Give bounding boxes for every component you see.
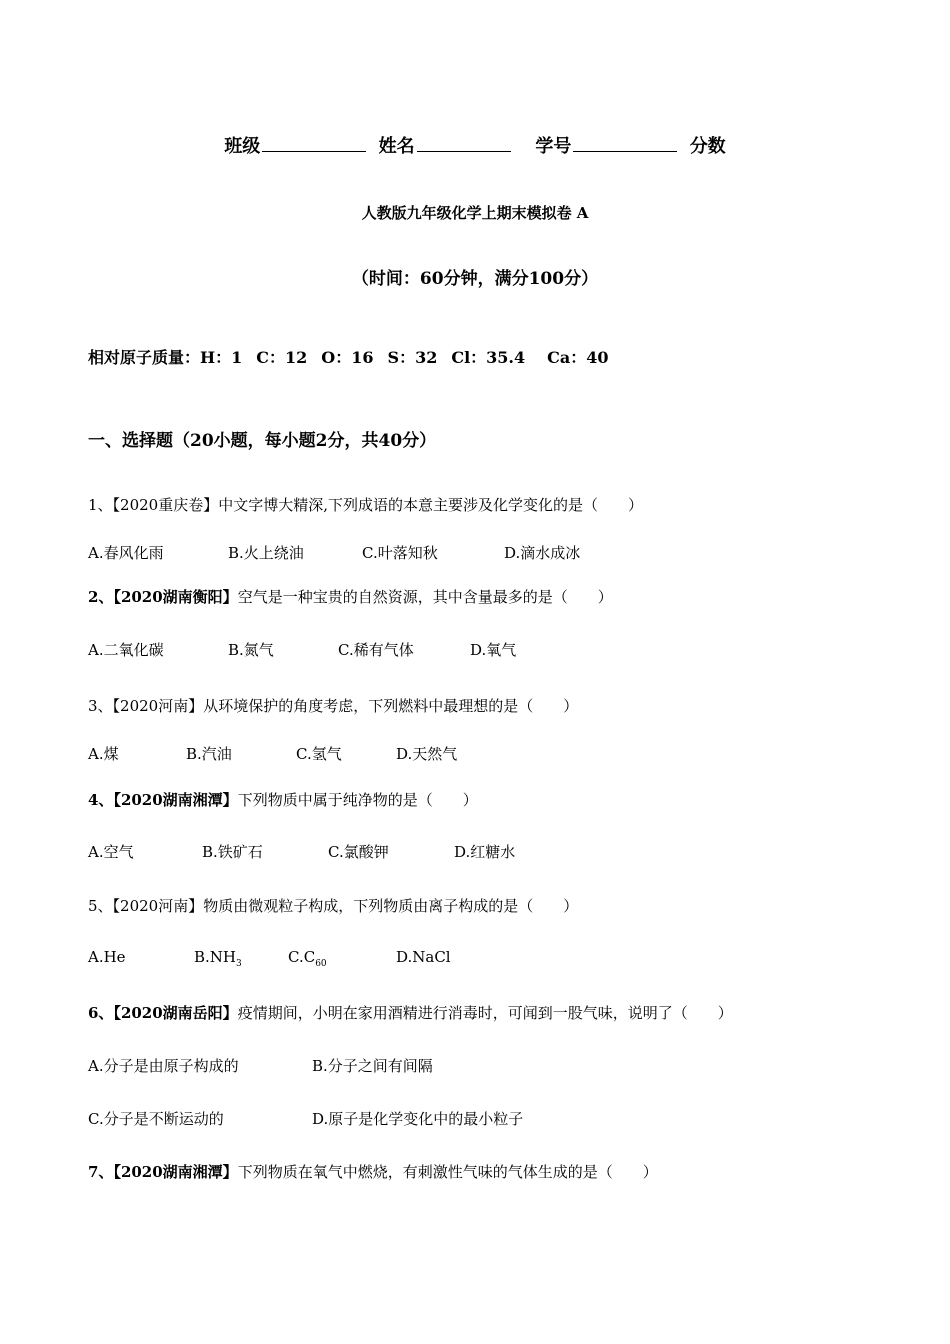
question-source: 【2020湖南岳阳】: [113, 1004, 238, 1022]
student-info-line: [0, 132, 950, 158]
atomic-mass-c: C：12: [256, 348, 308, 367]
question-text: 物质由微观粒子构成，下列物质由离子构成的是（ ）: [203, 897, 579, 915]
question-number: 4、: [88, 791, 114, 809]
question-6: [88, 1002, 733, 1023]
question-source: 【2020湖南衡阳】: [113, 588, 238, 606]
option-a[interactable]: A.He: [88, 948, 126, 966]
option-b[interactable]: [194, 948, 242, 969]
exam-title: 人教版九年级化学上期末模拟卷 A: [361, 204, 589, 222]
atomic-mass-h: H：1: [200, 348, 243, 367]
exam-subtitle: （时间：60分钟，满分100分）: [351, 269, 599, 289]
option-b[interactable]: B.氮气: [228, 641, 274, 659]
question-number: 6、: [88, 1004, 114, 1022]
question-number: 3、: [88, 697, 113, 715]
question-number: 7、: [88, 1163, 114, 1181]
question-number: 5、: [88, 897, 113, 915]
option-a[interactable]: A.煤: [88, 745, 119, 763]
option-c[interactable]: C.氯酸钾: [328, 843, 389, 861]
option-b-subscript: 3: [236, 959, 242, 969]
atomic-masses-label: 相对原子质量：: [88, 348, 201, 367]
question-1: [88, 494, 643, 515]
option-a[interactable]: A.分子是由原子构成的: [88, 1057, 239, 1075]
option-a[interactable]: A.二氧化碳: [88, 641, 164, 659]
section-title: 一、选择题（20小题，每小题2分，共40分）: [88, 431, 437, 451]
question-source: 【2020湖南湘潭】: [113, 791, 238, 809]
question-7: [88, 1161, 658, 1182]
option-b-text: B.NH: [194, 948, 236, 966]
atomic-mass-s: S：32: [387, 348, 438, 367]
name-label: 姓名: [378, 136, 415, 157]
question-number: 2、: [88, 588, 114, 606]
option-c[interactable]: C.氢气: [296, 745, 342, 763]
option-c[interactable]: [288, 948, 327, 969]
option-d[interactable]: D.氧气: [470, 641, 517, 659]
question-5: [88, 895, 578, 916]
option-d[interactable]: D.天然气: [396, 745, 458, 763]
atomic-mass-cl: Cl：35.4: [451, 348, 526, 367]
option-b[interactable]: B.汽油: [186, 745, 232, 763]
score-label: 分数: [689, 136, 726, 157]
option-c[interactable]: C.分子是不断运动的: [88, 1110, 224, 1128]
question-text: 空气是一种宝贵的自然资源，其中含量最多的是（ ）: [237, 588, 613, 606]
question-number: 1、: [88, 496, 113, 514]
id-blank[interactable]: [573, 135, 677, 152]
atomic-mass-ca: Ca：40: [547, 348, 609, 367]
question-text: 下列物质中属于纯净物的是（ ）: [237, 791, 478, 809]
option-a[interactable]: A.空气: [88, 843, 134, 861]
option-b[interactable]: B.分子之间有间隔: [312, 1057, 433, 1075]
question-text: 下列物质在氧气中燃烧，有刺激性气味的气体生成的是（ ）: [237, 1163, 658, 1181]
option-c-text: C.C: [288, 948, 316, 966]
question-source: 【2020湖南湘潭】: [113, 1163, 238, 1181]
option-d[interactable]: D.NaCl: [396, 948, 451, 966]
option-d[interactable]: D.滴水成冰: [504, 544, 581, 562]
question-2: [88, 586, 613, 607]
option-c-subscript: 60: [315, 959, 327, 969]
question-text: 从环境保护的角度考虑，下列燃料中最理想的是（ ）: [203, 697, 579, 715]
option-d[interactable]: D.原子是化学变化中的最小粒子: [312, 1110, 524, 1128]
question-4: [88, 789, 478, 810]
atomic-mass-o: O：16: [321, 348, 374, 367]
option-c[interactable]: C.稀有气体: [338, 641, 414, 659]
question-3: [88, 695, 578, 716]
question-source: 【2020河南】: [112, 897, 204, 915]
atomic-masses: [88, 345, 623, 368]
question-text: 疫情期间，小明在家用酒精进行消毒时，可闻到一股气味，说明了（ ）: [237, 1004, 733, 1022]
question-source: 【2020重庆卷】: [112, 496, 219, 514]
option-c[interactable]: C.叶落知秋: [362, 544, 438, 562]
question-text: 中文字博大精深,下列成语的本意主要涉及化学变化的是（ ）: [218, 496, 644, 514]
option-d[interactable]: D.红糖水: [454, 843, 516, 861]
class-label: 班级: [224, 136, 261, 157]
option-b[interactable]: B.铁矿石: [202, 843, 263, 861]
name-blank[interactable]: [417, 135, 511, 152]
option-a[interactable]: A.春风化雨: [88, 544, 164, 562]
option-b[interactable]: B.火上绕油: [228, 544, 304, 562]
question-source: 【2020河南】: [112, 697, 204, 715]
class-blank[interactable]: [262, 135, 366, 152]
id-label: 学号: [535, 136, 572, 157]
